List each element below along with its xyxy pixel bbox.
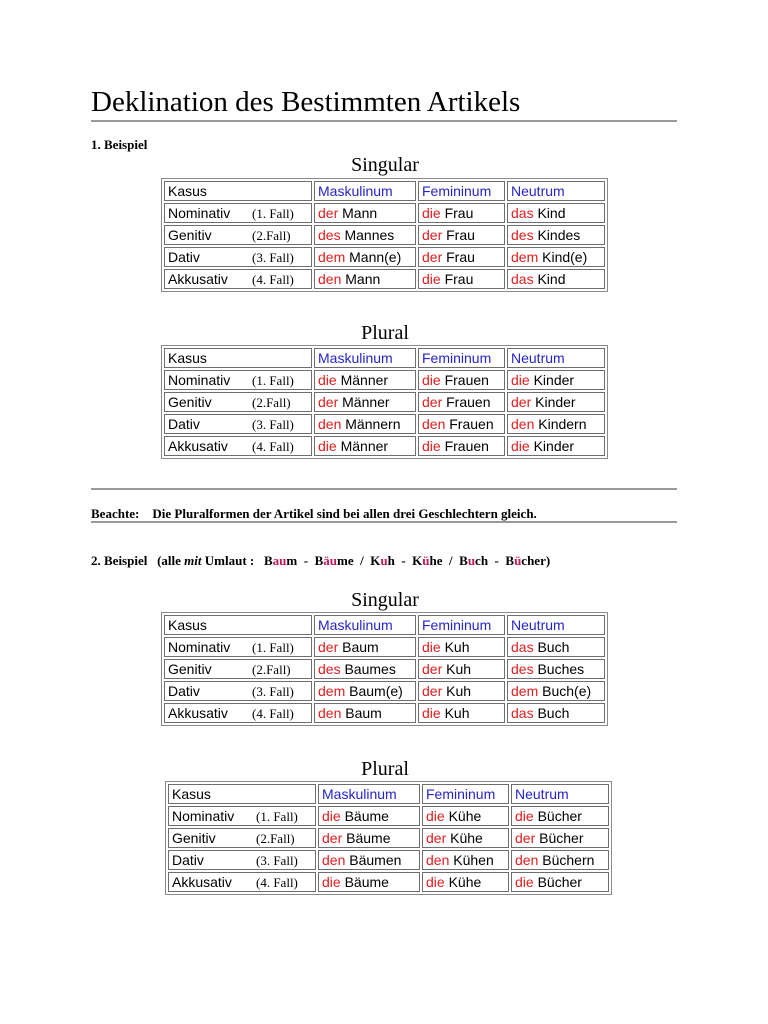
article: das bbox=[511, 205, 534, 221]
note-top-divider bbox=[91, 488, 677, 490]
kasus-cell bbox=[164, 703, 312, 723]
example1-singular-table bbox=[161, 178, 608, 292]
article: der bbox=[422, 249, 443, 265]
article: die bbox=[515, 874, 534, 890]
noun: Kühen bbox=[453, 852, 494, 868]
umlaut-pairs bbox=[264, 553, 550, 568]
article: der bbox=[515, 830, 536, 846]
word-start: K bbox=[412, 553, 423, 568]
kasus-name: Genitiv bbox=[168, 660, 212, 677]
noun: Mannes bbox=[344, 227, 395, 243]
pair-dash: - bbox=[494, 553, 499, 568]
example2-singular-table bbox=[161, 612, 608, 726]
fall-label: (2.Fall) bbox=[252, 227, 291, 243]
article: die bbox=[318, 372, 337, 388]
header-cell-maskulinum: Maskulinum bbox=[318, 784, 420, 804]
word-end: me bbox=[336, 553, 354, 568]
kasus-name: Akkusativ bbox=[168, 270, 228, 287]
table-header-row bbox=[168, 784, 609, 804]
article: den bbox=[511, 416, 535, 432]
word-start: B bbox=[505, 553, 515, 568]
vowel-highlight: äu bbox=[323, 553, 337, 568]
femininum-cell bbox=[418, 392, 505, 412]
neutrum-cell bbox=[511, 850, 609, 870]
kasus-name: Nominativ bbox=[172, 807, 235, 824]
header-cell-kasus: Kasus bbox=[164, 615, 312, 635]
kasus-name: Dativ bbox=[168, 682, 200, 699]
noun: Bücher bbox=[537, 808, 582, 824]
article: die bbox=[318, 438, 337, 454]
table-row bbox=[164, 247, 605, 267]
noun: Baum bbox=[342, 639, 379, 655]
header-cell-femininum: Femininum bbox=[418, 348, 505, 368]
kasus-cell bbox=[168, 806, 316, 826]
maskulinum-cell bbox=[314, 436, 416, 456]
example1-plural-table bbox=[161, 345, 608, 459]
noun: Mann bbox=[345, 271, 381, 287]
table-row bbox=[168, 850, 609, 870]
article: die bbox=[426, 808, 445, 824]
neutrum-cell bbox=[511, 872, 609, 892]
neutrum-cell bbox=[507, 392, 605, 412]
pair-dash: - bbox=[401, 553, 406, 568]
fall-label: (1. Fall) bbox=[252, 639, 294, 655]
noun: Baum(e) bbox=[349, 683, 403, 699]
femininum-cell bbox=[422, 828, 509, 848]
fall-label: (2.Fall) bbox=[252, 661, 291, 677]
maskulinum-cell bbox=[318, 828, 420, 848]
noun: Frauen bbox=[444, 372, 489, 388]
fall-label: (1. Fall) bbox=[252, 205, 294, 221]
word-start: K bbox=[370, 553, 381, 568]
pair-separator: / bbox=[449, 553, 453, 568]
table-row bbox=[164, 703, 605, 723]
article: dem bbox=[511, 249, 539, 265]
fall-label: (3. Fall) bbox=[252, 249, 294, 265]
kasus-name: Nominativ bbox=[168, 371, 231, 388]
word-end: h bbox=[387, 553, 395, 568]
maskulinum-cell bbox=[314, 370, 416, 390]
fall-label: (4. Fall) bbox=[252, 438, 294, 454]
pair-dash: - bbox=[303, 553, 309, 568]
table-row bbox=[164, 681, 605, 701]
header-cell-neutrum: Neutrum bbox=[511, 784, 609, 804]
fall-label: (4. Fall) bbox=[256, 874, 298, 890]
noun: Männern bbox=[345, 416, 401, 432]
neutrum-cell bbox=[511, 806, 609, 826]
noun: Buch bbox=[537, 705, 570, 721]
article: das bbox=[511, 639, 534, 655]
word-end: cher) bbox=[521, 553, 551, 568]
noun: Kuh bbox=[446, 661, 472, 677]
word-end: he bbox=[429, 553, 443, 568]
header-cell-kasus: Kasus bbox=[164, 181, 312, 201]
kasus-cell bbox=[164, 247, 312, 267]
article: den bbox=[318, 416, 342, 432]
title-divider bbox=[91, 120, 677, 122]
example1-label: 1. Beispiel bbox=[91, 137, 148, 152]
header-cell-femininum: Femininum bbox=[422, 784, 509, 804]
kasus-name: Akkusativ bbox=[168, 704, 228, 721]
noun: Bücher bbox=[537, 874, 582, 890]
kasus-name: Genitiv bbox=[168, 393, 212, 410]
neutrum-cell bbox=[507, 203, 605, 223]
maskulinum-cell bbox=[314, 637, 416, 657]
vowel-highlight: au bbox=[272, 553, 287, 568]
noun: Kuh bbox=[444, 639, 470, 655]
fall-label: (3. Fall) bbox=[256, 852, 298, 868]
article: die bbox=[515, 808, 534, 824]
header-cell-femininum: Femininum bbox=[418, 615, 505, 635]
kasus-name: Akkusativ bbox=[172, 873, 232, 890]
table-header-row bbox=[164, 181, 605, 201]
noun: Bäume bbox=[344, 874, 389, 890]
article: die bbox=[422, 205, 441, 221]
example2-label: 2. Beispiel bbox=[91, 553, 148, 568]
noun: Mann bbox=[342, 205, 378, 221]
kasus-cell bbox=[164, 436, 312, 456]
noun: Kind bbox=[537, 271, 566, 287]
article: die bbox=[422, 372, 441, 388]
table-row bbox=[168, 828, 609, 848]
header-cell-kasus: Kasus bbox=[164, 348, 312, 368]
noun: Buch(e) bbox=[542, 683, 592, 699]
article: die bbox=[426, 874, 445, 890]
femininum-cell bbox=[418, 436, 505, 456]
kasus-cell bbox=[168, 850, 316, 870]
neutrum-cell bbox=[507, 659, 605, 679]
femininum-cell bbox=[418, 225, 505, 245]
kasus-name: Nominativ bbox=[168, 204, 231, 221]
kasus-cell bbox=[164, 225, 312, 245]
noun: Buches bbox=[537, 661, 585, 677]
header-cell-maskulinum: Maskulinum bbox=[314, 181, 416, 201]
example2-singular-heading: Singular bbox=[351, 589, 419, 611]
note-label: Beachte: bbox=[91, 506, 140, 521]
kasus-name: Genitiv bbox=[168, 226, 212, 243]
femininum-cell bbox=[418, 703, 505, 723]
article: das bbox=[511, 271, 534, 287]
fall-label: (3. Fall) bbox=[252, 683, 294, 699]
maskulinum-cell bbox=[314, 247, 416, 267]
maskulinum-cell bbox=[314, 203, 416, 223]
noun: Bäume bbox=[346, 830, 391, 846]
article: den bbox=[515, 852, 539, 868]
kasus-cell bbox=[168, 828, 316, 848]
vowel-highlight: u bbox=[380, 553, 388, 568]
table-header-row bbox=[164, 615, 605, 635]
article: den bbox=[318, 705, 342, 721]
example2-intro-mit: mit bbox=[184, 553, 202, 568]
article: der bbox=[426, 830, 447, 846]
noun: Bäume bbox=[344, 808, 389, 824]
table-row bbox=[164, 392, 605, 412]
noun: Männer bbox=[340, 372, 389, 388]
noun: Baumes bbox=[344, 661, 396, 677]
noun: Kindes bbox=[537, 227, 581, 243]
noun: Kuh bbox=[446, 683, 472, 699]
noun: Bücher bbox=[539, 830, 584, 846]
article: die bbox=[422, 639, 441, 655]
fall-label: (2.Fall) bbox=[252, 394, 291, 410]
noun: Kinder bbox=[535, 394, 576, 410]
kasus-name: Genitiv bbox=[172, 829, 216, 846]
kasus-name: Dativ bbox=[168, 248, 200, 265]
article: dem bbox=[318, 683, 346, 699]
header-cell-maskulinum: Maskulinum bbox=[314, 348, 416, 368]
table-row bbox=[164, 436, 605, 456]
article: der bbox=[318, 394, 339, 410]
article: des bbox=[318, 661, 341, 677]
noun: Frau bbox=[446, 249, 475, 265]
maskulinum-cell bbox=[314, 392, 416, 412]
article: des bbox=[318, 227, 341, 243]
femininum-cell bbox=[418, 203, 505, 223]
word-start: B bbox=[263, 553, 273, 568]
femininum-cell bbox=[418, 414, 505, 434]
fall-label: (2.Fall) bbox=[256, 830, 295, 846]
neutrum-cell bbox=[507, 247, 605, 267]
noun: Frau bbox=[446, 227, 475, 243]
kasus-cell bbox=[164, 681, 312, 701]
kasus-name: Akkusativ bbox=[168, 437, 228, 454]
plural-word bbox=[412, 553, 442, 568]
noun: Männer bbox=[340, 438, 389, 454]
example2-plural-table bbox=[165, 781, 612, 895]
fall-label: (1. Fall) bbox=[256, 808, 298, 824]
article: die bbox=[422, 271, 441, 287]
maskulinum-cell bbox=[314, 681, 416, 701]
example2-intro bbox=[91, 553, 550, 569]
maskulinum-cell bbox=[314, 703, 416, 723]
kasus-cell bbox=[164, 269, 312, 289]
article: der bbox=[318, 205, 339, 221]
noun: Kuh bbox=[444, 705, 470, 721]
femininum-cell bbox=[422, 872, 509, 892]
article: der bbox=[511, 394, 532, 410]
plural-word bbox=[315, 553, 354, 568]
example2-plural-heading: Plural bbox=[361, 758, 409, 780]
plural-word bbox=[505, 553, 550, 568]
femininum-cell bbox=[422, 806, 509, 826]
maskulinum-cell bbox=[314, 269, 416, 289]
singular-word bbox=[370, 553, 395, 568]
article: des bbox=[511, 227, 534, 243]
article: die bbox=[322, 808, 341, 824]
example1-singular-heading: Singular bbox=[351, 154, 419, 176]
vowel-highlight: ü bbox=[422, 553, 430, 568]
vowel-highlight: ü bbox=[514, 553, 522, 568]
article: der bbox=[422, 394, 443, 410]
neutrum-cell bbox=[507, 370, 605, 390]
kasus-cell bbox=[164, 392, 312, 412]
article: den bbox=[422, 416, 446, 432]
note-text: Die Pluralformen der Artikel sind bei allen drei Geschlechtern gleich. bbox=[152, 506, 537, 521]
table-row bbox=[164, 659, 605, 679]
neutrum-cell bbox=[507, 703, 605, 723]
femininum-cell bbox=[418, 247, 505, 267]
noun: Frauen bbox=[449, 416, 494, 432]
header-cell-neutrum: Neutrum bbox=[507, 181, 605, 201]
femininum-cell bbox=[418, 370, 505, 390]
article: des bbox=[511, 661, 534, 677]
article: die bbox=[422, 705, 441, 721]
article: den bbox=[318, 271, 342, 287]
table-row bbox=[168, 872, 609, 892]
noun: Baum bbox=[345, 705, 382, 721]
article: der bbox=[322, 830, 343, 846]
maskulinum-cell bbox=[318, 872, 420, 892]
article: der bbox=[422, 661, 443, 677]
noun: Frauen bbox=[446, 394, 491, 410]
article: die bbox=[322, 874, 341, 890]
noun: Kühe bbox=[448, 874, 482, 890]
neutrum-cell bbox=[507, 225, 605, 245]
fall-label: (4. Fall) bbox=[252, 705, 294, 721]
header-cell-femininum: Femininum bbox=[418, 181, 505, 201]
header-cell-neutrum: Neutrum bbox=[507, 348, 605, 368]
article: den bbox=[426, 852, 450, 868]
article: der bbox=[422, 227, 443, 243]
fall-label: (3. Fall) bbox=[252, 416, 294, 432]
kasus-name: Nominativ bbox=[168, 638, 231, 655]
femininum-cell bbox=[418, 681, 505, 701]
header-cell-maskulinum: Maskulinum bbox=[314, 615, 416, 635]
article: dem bbox=[318, 249, 346, 265]
word-start: B bbox=[459, 553, 468, 568]
note-bottom-divider bbox=[91, 521, 677, 523]
neutrum-cell bbox=[507, 269, 605, 289]
noun: Kind(e) bbox=[542, 249, 588, 265]
article: den bbox=[322, 852, 346, 868]
noun: Büchern bbox=[542, 852, 595, 868]
example2-intro-prefix: (alle bbox=[157, 553, 185, 568]
femininum-cell bbox=[418, 637, 505, 657]
noun: Kindern bbox=[538, 416, 587, 432]
note bbox=[91, 506, 537, 522]
header-cell-kasus: Kasus bbox=[168, 784, 316, 804]
noun: Frau bbox=[444, 271, 474, 287]
noun: Frauen bbox=[444, 438, 489, 454]
table-row bbox=[164, 269, 605, 289]
noun: Kühe bbox=[448, 808, 482, 824]
noun: Kind bbox=[537, 205, 566, 221]
article: die bbox=[511, 438, 530, 454]
table-row bbox=[168, 806, 609, 826]
example2-intro-suffix: Umlaut : bbox=[201, 553, 255, 568]
femininum-cell bbox=[422, 850, 509, 870]
article: der bbox=[422, 683, 443, 699]
maskulinum-cell bbox=[314, 225, 416, 245]
maskulinum-cell bbox=[318, 850, 420, 870]
word-start: B bbox=[314, 553, 324, 568]
noun: Kinder bbox=[533, 438, 575, 454]
table-row bbox=[164, 370, 605, 390]
word-end: m bbox=[286, 553, 298, 568]
noun: Kühe bbox=[450, 830, 483, 846]
table-row bbox=[164, 414, 605, 434]
maskulinum-cell bbox=[318, 806, 420, 826]
page-title: Deklination des Bestimmten Artikels bbox=[91, 86, 521, 118]
noun: Buch bbox=[537, 639, 570, 655]
noun: Mann(e) bbox=[349, 249, 402, 265]
vowel-highlight: u bbox=[467, 553, 476, 568]
fall-label: (4. Fall) bbox=[252, 271, 294, 287]
article: dem bbox=[511, 683, 539, 699]
kasus-cell bbox=[164, 370, 312, 390]
maskulinum-cell bbox=[314, 659, 416, 679]
noun: Kinder bbox=[533, 372, 575, 388]
singular-word bbox=[264, 553, 297, 568]
pair-separator: / bbox=[360, 553, 364, 568]
kasus-name: Dativ bbox=[168, 415, 200, 432]
neutrum-cell bbox=[511, 828, 609, 848]
noun: Bäumen bbox=[349, 852, 402, 868]
singular-word bbox=[459, 553, 488, 568]
table-row bbox=[164, 637, 605, 657]
neutrum-cell bbox=[507, 637, 605, 657]
header-cell-neutrum: Neutrum bbox=[507, 615, 605, 635]
maskulinum-cell bbox=[314, 414, 416, 434]
fall-label: (1. Fall) bbox=[252, 372, 294, 388]
table-row bbox=[164, 203, 605, 223]
article: der bbox=[318, 639, 339, 655]
neutrum-cell bbox=[507, 436, 605, 456]
noun: Männer bbox=[342, 394, 390, 410]
neutrum-cell bbox=[507, 414, 605, 434]
neutrum-cell bbox=[507, 681, 605, 701]
article: das bbox=[511, 705, 534, 721]
femininum-cell bbox=[418, 659, 505, 679]
kasus-cell bbox=[164, 637, 312, 657]
article: die bbox=[511, 372, 530, 388]
kasus-cell bbox=[164, 659, 312, 679]
table-row bbox=[164, 225, 605, 245]
femininum-cell bbox=[418, 269, 505, 289]
table-header-row bbox=[164, 348, 605, 368]
article: die bbox=[422, 438, 441, 454]
kasus-cell bbox=[164, 414, 312, 434]
example1-plural-heading: Plural bbox=[361, 322, 409, 344]
word-end: ch bbox=[475, 553, 489, 568]
noun: Frau bbox=[444, 205, 474, 221]
kasus-name: Dativ bbox=[172, 851, 204, 868]
kasus-cell bbox=[168, 872, 316, 892]
kasus-cell bbox=[164, 203, 312, 223]
